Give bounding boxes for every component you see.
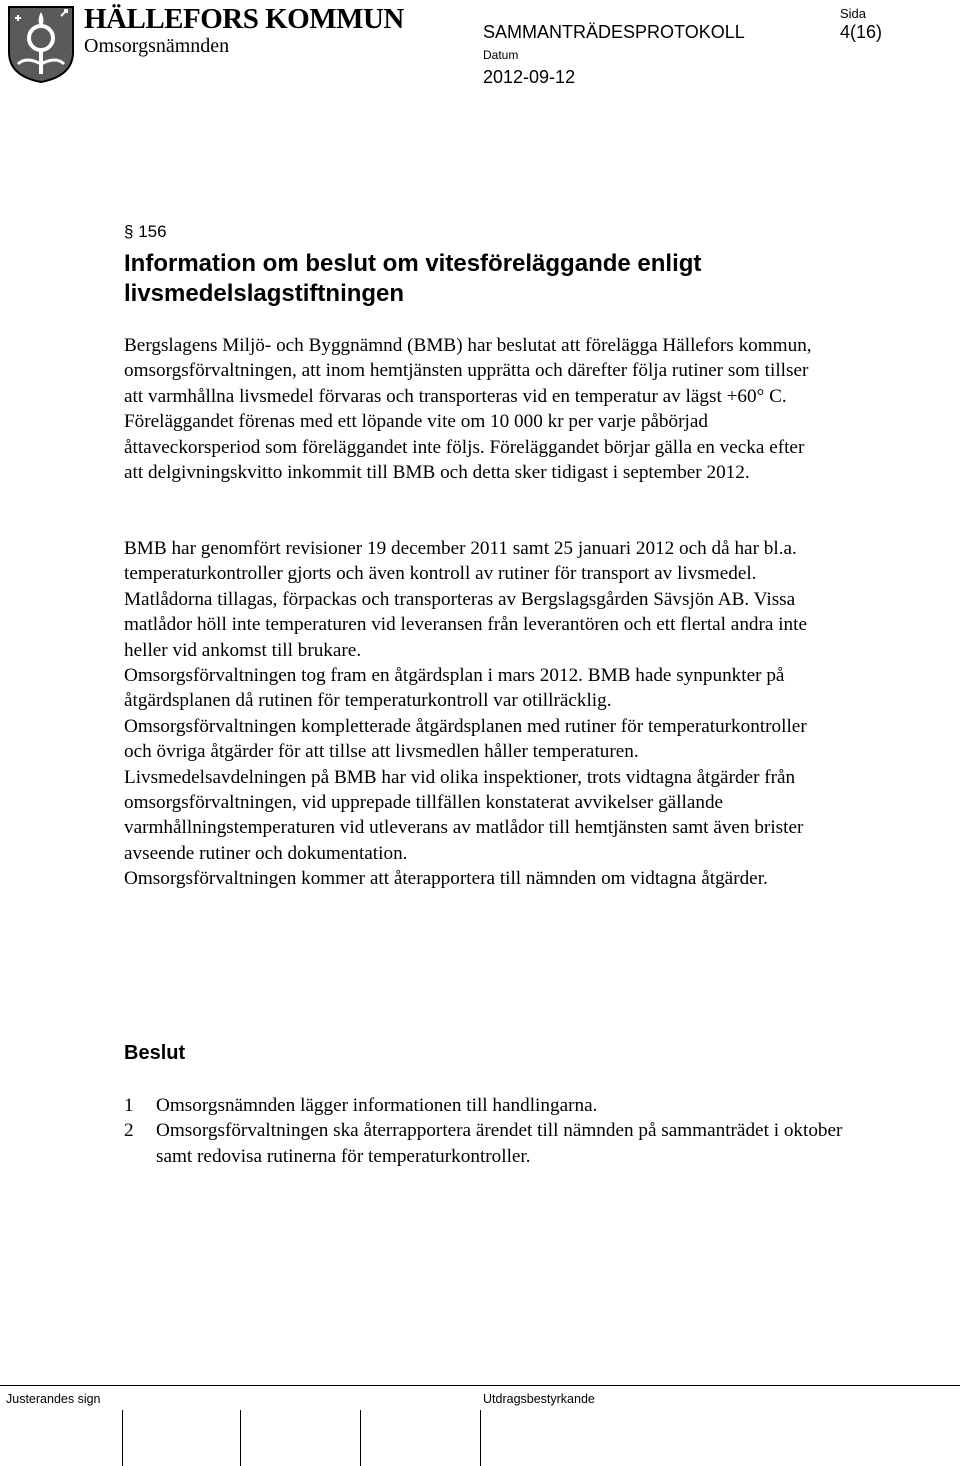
meeting-date: 2012-09-12 <box>483 67 576 87</box>
decision-item-text: Omsorgsnämnden lägger informationen till handlingarna. <box>156 1095 598 1116</box>
decision-heading: Beslut <box>124 1042 186 1064</box>
decision-item-number: 2 <box>124 1120 134 1142</box>
coat-of-arms-icon <box>6 4 76 84</box>
page-number: 4(16) <box>840 22 883 42</box>
board-name: Omsorgsnämnden <box>84 35 230 57</box>
page-label: Sida <box>840 6 867 21</box>
body-paragraph: Omsorgsförvaltningen kompletterade åtgärdsplanen med rutiner för temperaturkontroller och övriga åtgärder för att tillse att livsmedlen håller temperaturen. <box>124 715 807 763</box>
signature-label: Justerandes sign <box>6 1392 101 1406</box>
signature-box-divider <box>122 1410 123 1466</box>
coat-of-arms-logo <box>6 4 76 84</box>
body-paragraph: BMB har genomfört revisioner 19 december 2011 samt 25 januari 2012 och då har bl.a. temperaturkontroller gjorts och även kontroll av rutiner för transport av livsmedel. Matlådorna tillagas, förpackas och transporteras av Bergslagsgården Sävsjön AB. Vissa matlådor höll inte temperaturen vid leveransen från leverantören och ett flertal andra inte heller vid ankomst till brukare. <box>124 538 807 661</box>
paragraph-number-value: 156 <box>138 222 167 241</box>
decision-item <box>124 1118 844 1169</box>
section-title: Information om beslut om vitesföreläggande enligt livsmedelslagstiftningen <box>124 250 702 307</box>
decision-item-text: Omsorgsförvaltningen ska återrapportera ärendet till nämnden på sammanträdet i oktober samt redovisa rutinerna för temperaturkontroller. <box>156 1120 843 1167</box>
organization-name: HÄLLEFORS KOMMUN <box>84 3 404 35</box>
decision-item-number: 1 <box>124 1095 134 1116</box>
body-paragraph: Omsorgsförvaltningen tog fram en åtgärdsplan i mars 2012. BMB hade synpunkter på åtgärdsplanen då rutinen för temperaturkontroll var otillräcklig. <box>124 665 785 712</box>
body-block-2 <box>124 536 824 892</box>
body-paragraph: Omsorgsförvaltningen kommer att återapportera till nämnden om vidtagna åtgärder. <box>124 868 768 890</box>
decision-item <box>124 1093 844 1118</box>
date-label: Datum <box>483 48 519 62</box>
signature-box-divider <box>360 1410 361 1466</box>
section-sign-icon: § <box>124 222 139 241</box>
document-type: SAMMANTRÄDESPROTOKOLL <box>483 22 745 42</box>
body-block-1 <box>124 333 824 485</box>
decision-list <box>124 1093 844 1169</box>
extract-certification-label: Utdragsbestyrkande <box>483 1392 595 1406</box>
body-paragraph: Livsmedelsavdelningen på BMB har vid olika inspektioner, trots vidtagna åtgärder från omsorgsförvaltningen, vid upprepade tillfällen konstaterat avvikelser gällande varmhållningstemperaturen vid utleverans av matlådor till hemtjänsten samt även brister avseende rutiner och dokumentation. <box>124 766 804 864</box>
footer-divider <box>0 1385 960 1386</box>
signature-box-divider <box>240 1410 241 1466</box>
body-paragraph: Bergslagens Miljö- och Byggnämnd (BMB) har beslutat att förelägga Hällefors kommun, omsorgsförvaltningen, att inom hemtjänsten upprätta och därefter följa rutiner som tillser att varmhållna livsmedel förvaras och transporteras vid en temperatur av lägst +60° C. Föreläggandet förenas med ett löpande vite om 10 000 kr per varje påbörjad åttaveckorsperiod som föreläggandet inte följs. Föreläggandet börjar gälla en vecka efter att delgivningskvitto inkommit till BMB och detta sker tidigast i september 2012. <box>124 335 812 484</box>
signature-box-divider <box>480 1410 481 1466</box>
paragraph-number <box>124 221 167 243</box>
